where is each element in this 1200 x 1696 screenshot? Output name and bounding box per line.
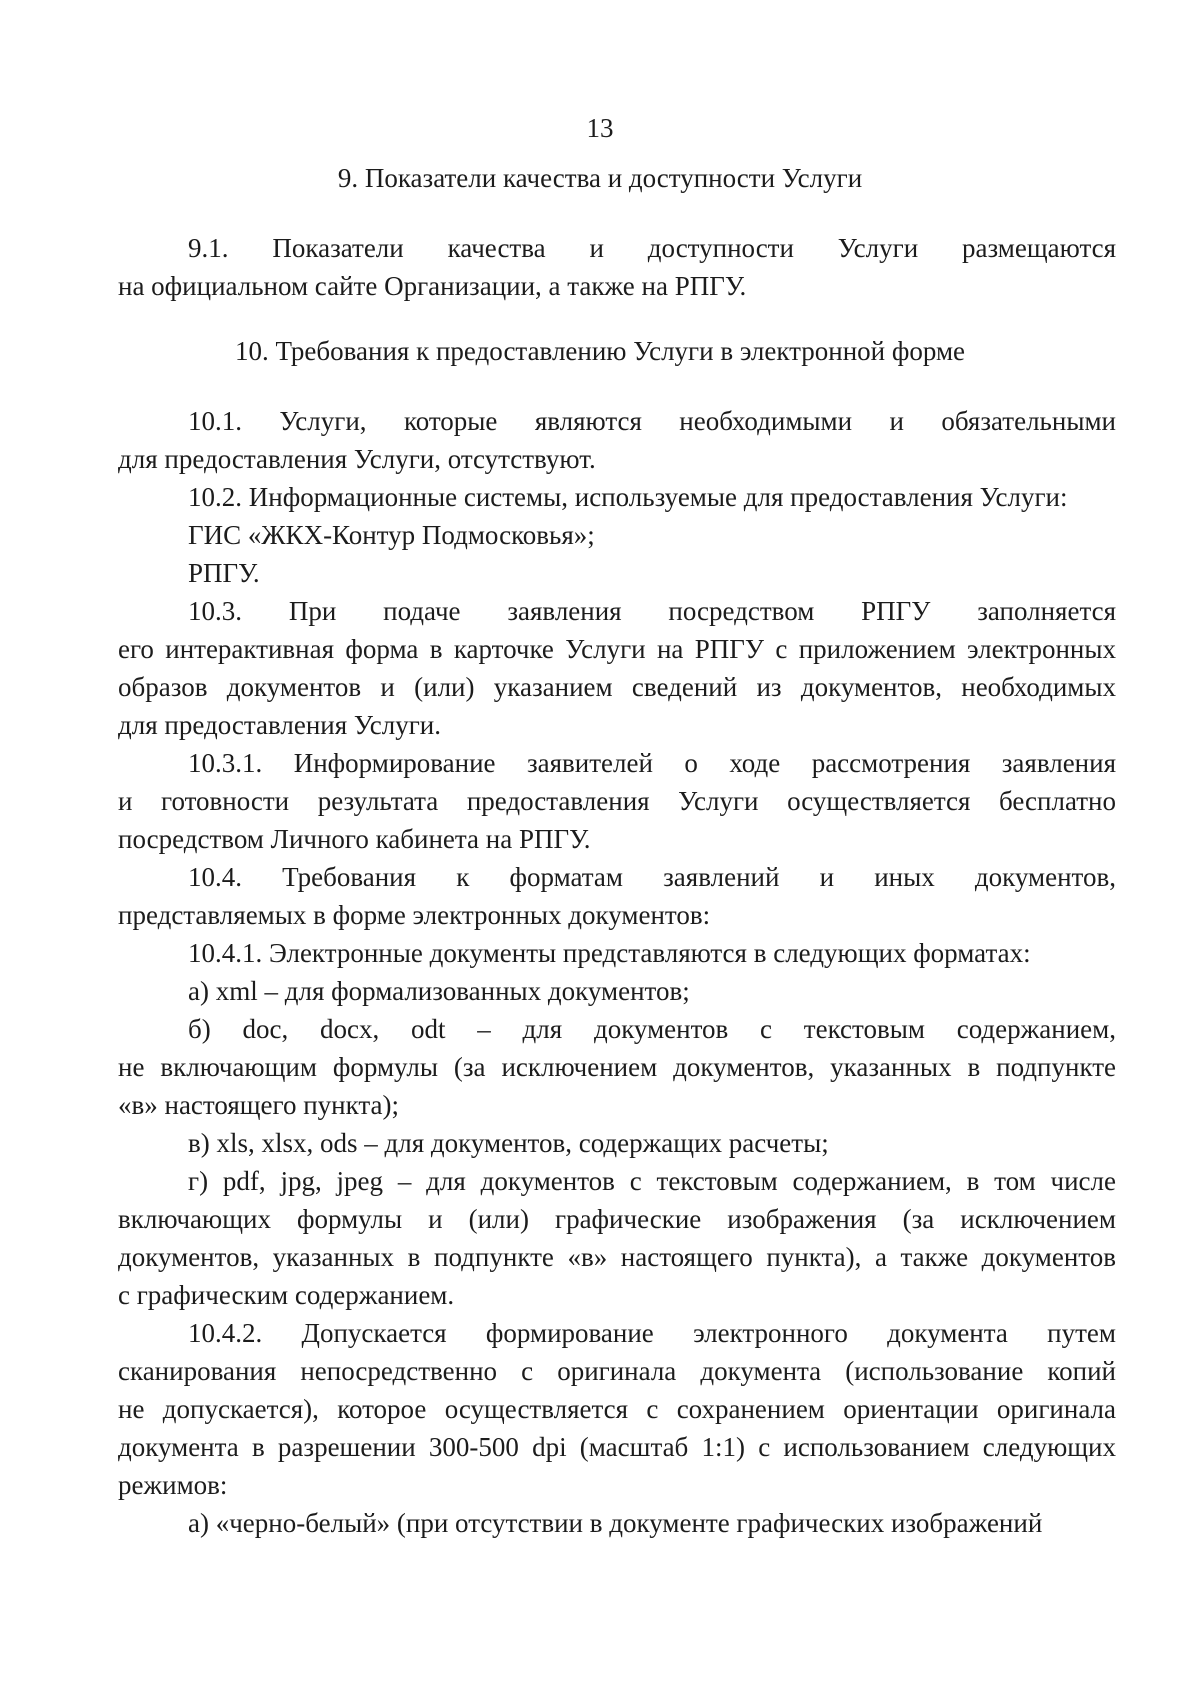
- text-line: а) «черно-белый» (при отсутствии в документе графических изображений: [188, 1508, 1043, 1538]
- text-line: не допускается), которое осуществляется с сохранением ориентации оригинала: [118, 1394, 1116, 1424]
- page-number: 13: [586, 113, 614, 143]
- text-line: представляемых в форме электронных документов:: [118, 900, 711, 930]
- text-line: 10.1. Услуги, которые являются необходимыми и обязательными: [188, 406, 1116, 436]
- section-9-paragraph: [118, 229, 1116, 305]
- section-10-heading: 10. Требования к предоставлению Услуги в электронной форме: [234, 336, 966, 366]
- text-line: 10.4.1. Электронные документы представляются в следующих форматах:: [188, 938, 1031, 968]
- text-line: в) xls, xlsx, ods – для документов, содержащих расчеты;: [188, 1128, 829, 1158]
- text-line: РПГУ.: [188, 558, 260, 588]
- text-line: посредством Личного кабинета на РПГУ.: [118, 824, 591, 854]
- text-line: б) doc, docx, odt – для документов с текстовым содержанием,: [188, 1014, 1116, 1044]
- text-line: 10.3. При подаче заявления посредством РПГУ заполняется: [188, 596, 1116, 626]
- text-line: 10.4. Требования к форматам заявлений и иных документов,: [188, 862, 1116, 892]
- text-line: включающих формулы и (или) графические изображения (за исключением: [118, 1204, 1116, 1234]
- section-10-body: [118, 402, 1116, 1542]
- text-line: «в» настоящего пункта);: [118, 1090, 399, 1120]
- text-line: документа в разрешении 300-500 dpi (масштаб 1:1) с использованием следующих: [118, 1432, 1116, 1462]
- text-line: и готовности результата предоставления Услуги осуществляется бесплатно: [118, 786, 1116, 816]
- text-line: документов, указанных в подпункте «в» настоящего пункта), а также документов: [118, 1242, 1116, 1272]
- text-line: 10.3.1. Информирование заявителей о ходе рассмотрения заявления: [188, 748, 1116, 778]
- text-line: а) xml – для формализованных документов;: [188, 976, 690, 1006]
- text-line: режимов:: [118, 1470, 228, 1500]
- text-line: ГИС «ЖКХ-Контур Подмосковья»;: [188, 520, 595, 550]
- text-line: 10.4.2. Допускается формирование электронного документа путем: [188, 1318, 1116, 1348]
- text-line: сканирования непосредственно с оригинала документа (использование копий: [118, 1356, 1116, 1386]
- text-line: образов документов и (или) указанием сведений из документов, необходимых: [118, 672, 1116, 702]
- text-line: его интерактивная форма в карточке Услуги на РПГУ с приложением электронных: [118, 634, 1116, 664]
- text-line: на официальном сайте Организации, а также на РПГУ.: [118, 271, 747, 301]
- section-9-heading: 9. Показатели качества и доступности Услуги: [337, 163, 863, 193]
- text-line: для предоставления Услуги, отсутствуют.: [118, 444, 596, 474]
- text-line: для предоставления Услуги.: [118, 710, 441, 740]
- text-line: 10.2. Информационные системы, используемые для предоставления Услуги:: [188, 482, 1068, 512]
- text-line: с графическим содержанием.: [118, 1280, 455, 1310]
- text-line: г) pdf, jpg, jpeg – для документов с текстовым содержанием, в том числе: [188, 1166, 1116, 1196]
- text-line: 9.1. Показатели качества и доступности Услуги размещаются: [188, 233, 1116, 263]
- text-line: не включающим формулы (за исключением документов, указанных в подпункте: [118, 1052, 1116, 1082]
